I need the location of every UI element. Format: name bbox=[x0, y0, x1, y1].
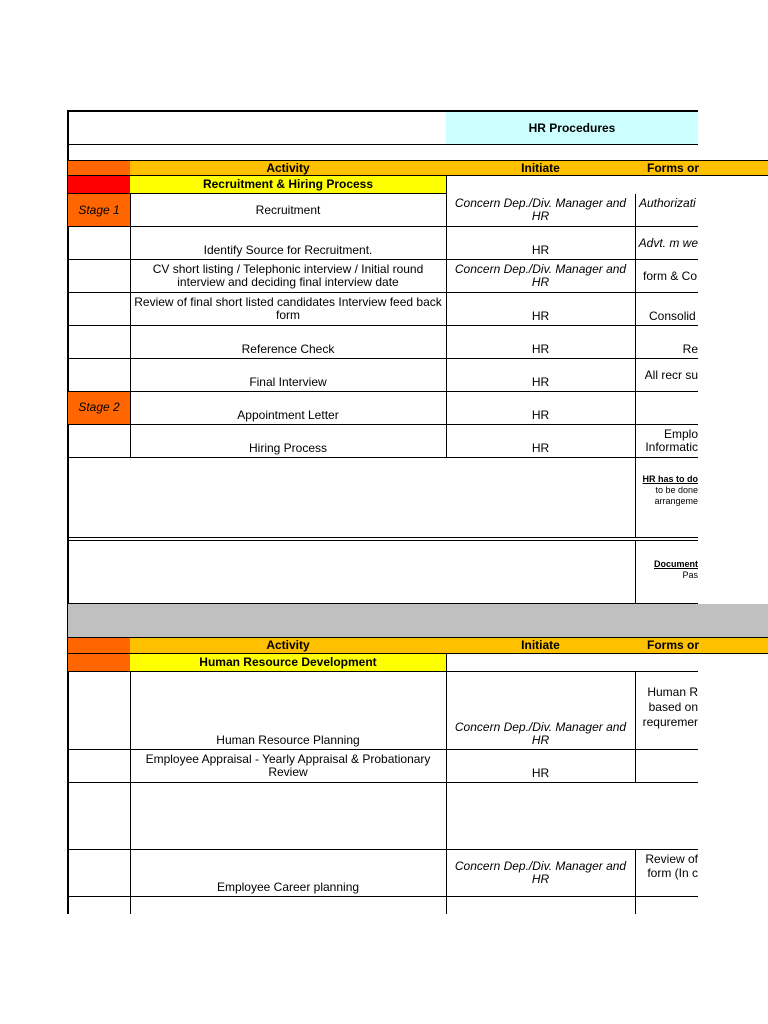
initiate-recruitment: Concern Dep./Div. Manager and HR bbox=[446, 194, 636, 227]
note-hr-line3: arrangeme bbox=[654, 496, 698, 506]
header-forms: Forms or bbox=[635, 160, 768, 176]
activity-employee-appraisal: Employee Appraisal - Yearly Appraisal & Probationary Review bbox=[130, 750, 447, 783]
note2-line1: Document bbox=[653, 559, 698, 569]
stage-cell bbox=[68, 293, 131, 326]
forms-hr-planning: Human R based on requremer bbox=[635, 672, 698, 750]
initiate-appointment-letter: HR bbox=[446, 392, 636, 425]
initiate-cv-shortlisting: Concern Dep./Div. Manager and HR bbox=[446, 260, 636, 293]
initiate-final-interview: HR bbox=[446, 359, 636, 392]
stage-cell bbox=[68, 326, 131, 359]
forms-review-shortlisted: Consolid bbox=[635, 293, 698, 326]
initiate-identify-source: HR bbox=[446, 227, 636, 260]
initiate-hr-planning: Concern Dep./Div. Manager and HR bbox=[446, 672, 636, 750]
activity-review-shortlisted: Review of final short listed candidates Interview feed back form bbox=[130, 293, 447, 326]
header2-activity: Activity bbox=[130, 638, 447, 654]
process-red-cell bbox=[68, 176, 131, 194]
forms-final-interview: All recr su bbox=[635, 359, 698, 392]
stage-cell bbox=[68, 783, 131, 850]
process2-title: Human Resource Development bbox=[130, 654, 447, 672]
stage-cell bbox=[68, 425, 131, 458]
initiate-hiring-process: HR bbox=[446, 425, 636, 458]
initiate-review-shortlisted: HR bbox=[446, 293, 636, 326]
section-separator bbox=[68, 604, 768, 638]
header2-initiate: Initiate bbox=[446, 638, 636, 654]
forms-appointment-letter bbox=[635, 392, 698, 425]
stage-cell bbox=[68, 850, 131, 897]
forms-reference-check: Re bbox=[635, 326, 698, 359]
forms-hiring-process: Emplo Informatic bbox=[635, 425, 698, 458]
activity-hr-planning: Human Resource Planning bbox=[130, 672, 447, 750]
note-left-block bbox=[68, 458, 636, 538]
note-hr-line2: to be done bbox=[655, 485, 698, 495]
process2-orange-cell bbox=[68, 654, 131, 672]
note2-line2: Pas bbox=[682, 570, 698, 580]
activity-cv-shortlisting: CV short listing / Telephonic interview / Initial round interview and deciding final interview date bbox=[130, 260, 447, 293]
note-hr-line1: HR has to do bbox=[642, 474, 698, 484]
initiate-career-planning: Concern Dep./Div. Manager and HR bbox=[446, 850, 636, 897]
note-hr-block bbox=[635, 458, 698, 538]
activity-career-planning: Employee Career planning bbox=[130, 850, 447, 897]
header2-forms: Forms or bbox=[635, 638, 768, 654]
forms-employee-appraisal bbox=[635, 750, 698, 783]
activity-final-interview: Final Interview bbox=[130, 359, 447, 392]
activity-reference-check: Reference Check bbox=[130, 326, 447, 359]
stage-cell bbox=[68, 359, 131, 392]
header-initiate: Initiate bbox=[446, 160, 636, 176]
stage-1-cell: Stage 1 bbox=[68, 194, 131, 227]
header2-stage-cell bbox=[68, 638, 131, 654]
stage-cell bbox=[68, 227, 131, 260]
forms-cv-shortlisting: form & Co bbox=[635, 260, 698, 293]
page-title: HR Procedures bbox=[446, 110, 698, 145]
stage-cell bbox=[68, 672, 131, 750]
header-stage-cell bbox=[68, 160, 131, 176]
stage-2-cell: Stage 2 bbox=[68, 392, 131, 425]
activity-identify-source: Identify Source for Recruitment. bbox=[130, 227, 447, 260]
activity-appointment-letter: Appointment Letter bbox=[130, 392, 447, 425]
trailing-line-2 bbox=[446, 897, 447, 914]
activity-hiring-process: Hiring Process bbox=[130, 425, 447, 458]
trailing-line-3 bbox=[635, 897, 636, 914]
initiate-reference-check: HR bbox=[446, 326, 636, 359]
note2-block bbox=[635, 540, 698, 604]
process-title: Recruitment & Hiring Process bbox=[130, 176, 447, 194]
forms-career-planning: Review of form (In c bbox=[635, 850, 698, 897]
process2-blank bbox=[446, 654, 698, 672]
title-blank-cell bbox=[67, 110, 447, 145]
forms-recruitment: Authorizati bbox=[635, 194, 698, 227]
note2-left-block bbox=[68, 540, 636, 604]
initiate-blank bbox=[446, 783, 698, 850]
header-activity: Activity bbox=[130, 160, 447, 176]
initiate-employee-appraisal: HR bbox=[446, 750, 636, 783]
stage-cell bbox=[68, 260, 131, 293]
forms-identify-source: Advt. m we bbox=[635, 227, 698, 260]
activity-recruitment: Recruitment bbox=[130, 194, 447, 227]
trailing-line-1 bbox=[130, 897, 131, 914]
stage-cell bbox=[68, 750, 131, 783]
activity-blank bbox=[130, 783, 447, 850]
